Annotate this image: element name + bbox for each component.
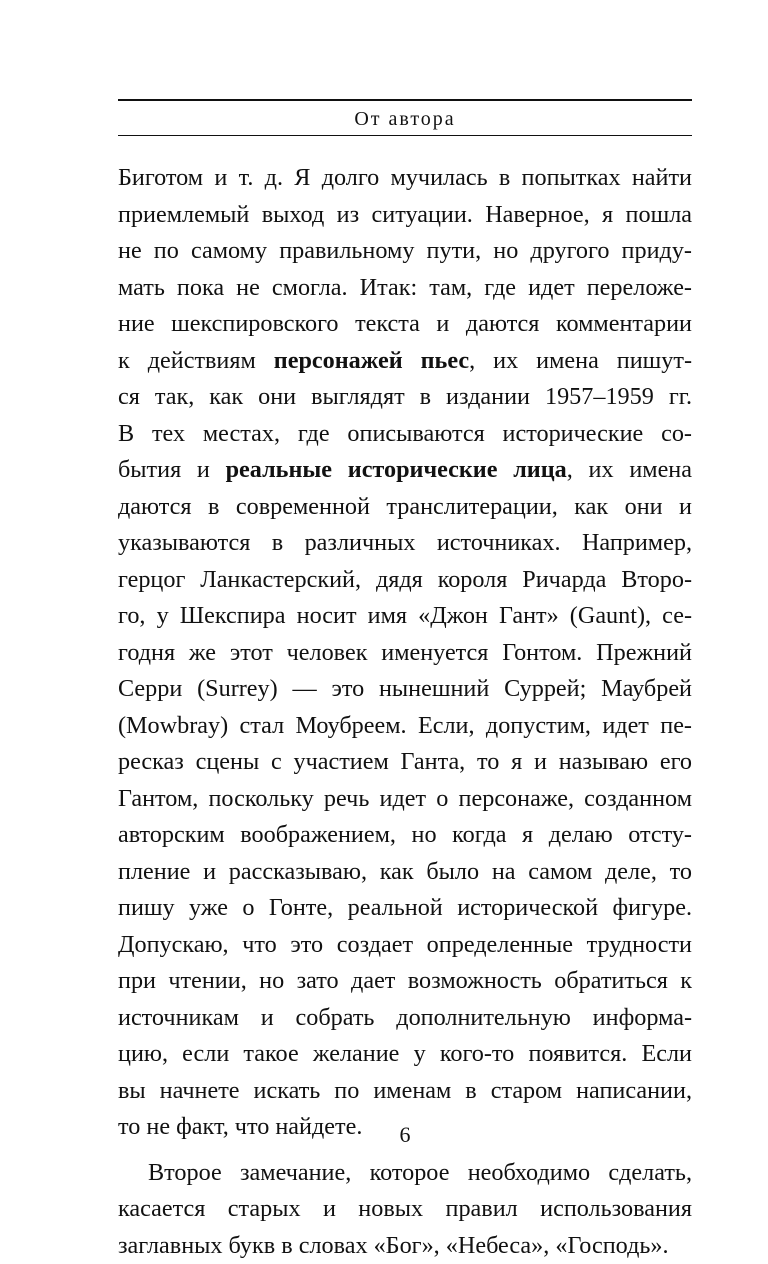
text-line: бытия и реальные исторические лица, их имена: [118, 452, 692, 489]
text-line: не по самому правильному пути, но другого приду-: [118, 233, 692, 270]
text-line: заглавных букв в словах «Бог», «Небеса», «Господь».: [118, 1228, 692, 1264]
text-line: го, у Шекспира носит имя «Джон Гант» (Gaunt), се-: [118, 598, 692, 635]
text-line: Гантом, поскольку речь идет о персонаже, созданном: [118, 781, 692, 818]
text-line: Допускаю, что это создает определенные трудности: [118, 927, 692, 964]
text-line: герцог Ланкастерский, дядя короля Ричарда Второ-: [118, 562, 692, 599]
body-text: [118, 160, 692, 1264]
text-line: касается старых и новых правил использования: [118, 1191, 692, 1228]
text-line: ся так, как они выглядят в издании 1957–1959 гг.: [118, 379, 692, 416]
page-number: 6: [118, 1122, 692, 1148]
text-line: В тех местах, где описываются исторические со-: [118, 416, 692, 453]
bold-term: персонажей пьес: [274, 347, 469, 374]
text-line: Серри (Surrey) — это нынешний Суррей; Маубрей: [118, 671, 692, 708]
text-line: цию, если такое желание у кого-то появится. Если: [118, 1036, 692, 1073]
text-line: пление и рассказываю, как было на самом деле, то: [118, 854, 692, 891]
text-line: источникам и собрать дополнительную информа-: [118, 1000, 692, 1037]
bold-term: реальные исторические лица: [226, 456, 567, 483]
text-line: к действиям персонажей пьес, их имена пишут-: [118, 343, 692, 380]
text-line: авторским воображением, но когда я делаю отсту-: [118, 817, 692, 854]
text-line: Второе замечание, которое необходимо сделать,: [118, 1155, 692, 1192]
header-bottom-rule: [118, 135, 692, 136]
text-line: приемлемый выход из ситуации. Наверное, я пошла: [118, 197, 692, 234]
text-line: (Mowbray) стал Моубреем. Если, допустим, идет пе-: [118, 708, 692, 745]
paragraph-2: [118, 1155, 692, 1264]
header-top-rule: [118, 99, 692, 101]
text-line: годня же этот человек именуется Гонтом. Прежний: [118, 635, 692, 672]
text-line: то не факт, что найдете.: [118, 1109, 692, 1146]
text-line: мать пока не смогла. Итак: там, где идет переложе-: [118, 270, 692, 307]
text-line: ресказ сцены с участием Ганта, то я и называю его: [118, 744, 692, 781]
text-line: вы начнете искать по именам в старом написании,: [118, 1073, 692, 1110]
text-line: даются в современной транслитерации, как они и: [118, 489, 692, 526]
text-line: при чтении, но зато дает возможность обратиться к: [118, 963, 692, 1000]
paragraph-1: [118, 160, 692, 1146]
text-line: указываются в различных источниках. Например,: [118, 525, 692, 562]
text-line: Биготом и т. д. Я долго мучилась в попытках найти: [118, 160, 692, 197]
text-line: пишу уже о Гонте, реальной исторической фигуре.: [118, 890, 692, 927]
text-line: ние шекспировского текста и даются комментарии: [118, 306, 692, 343]
running-header: От автора: [118, 106, 692, 132]
